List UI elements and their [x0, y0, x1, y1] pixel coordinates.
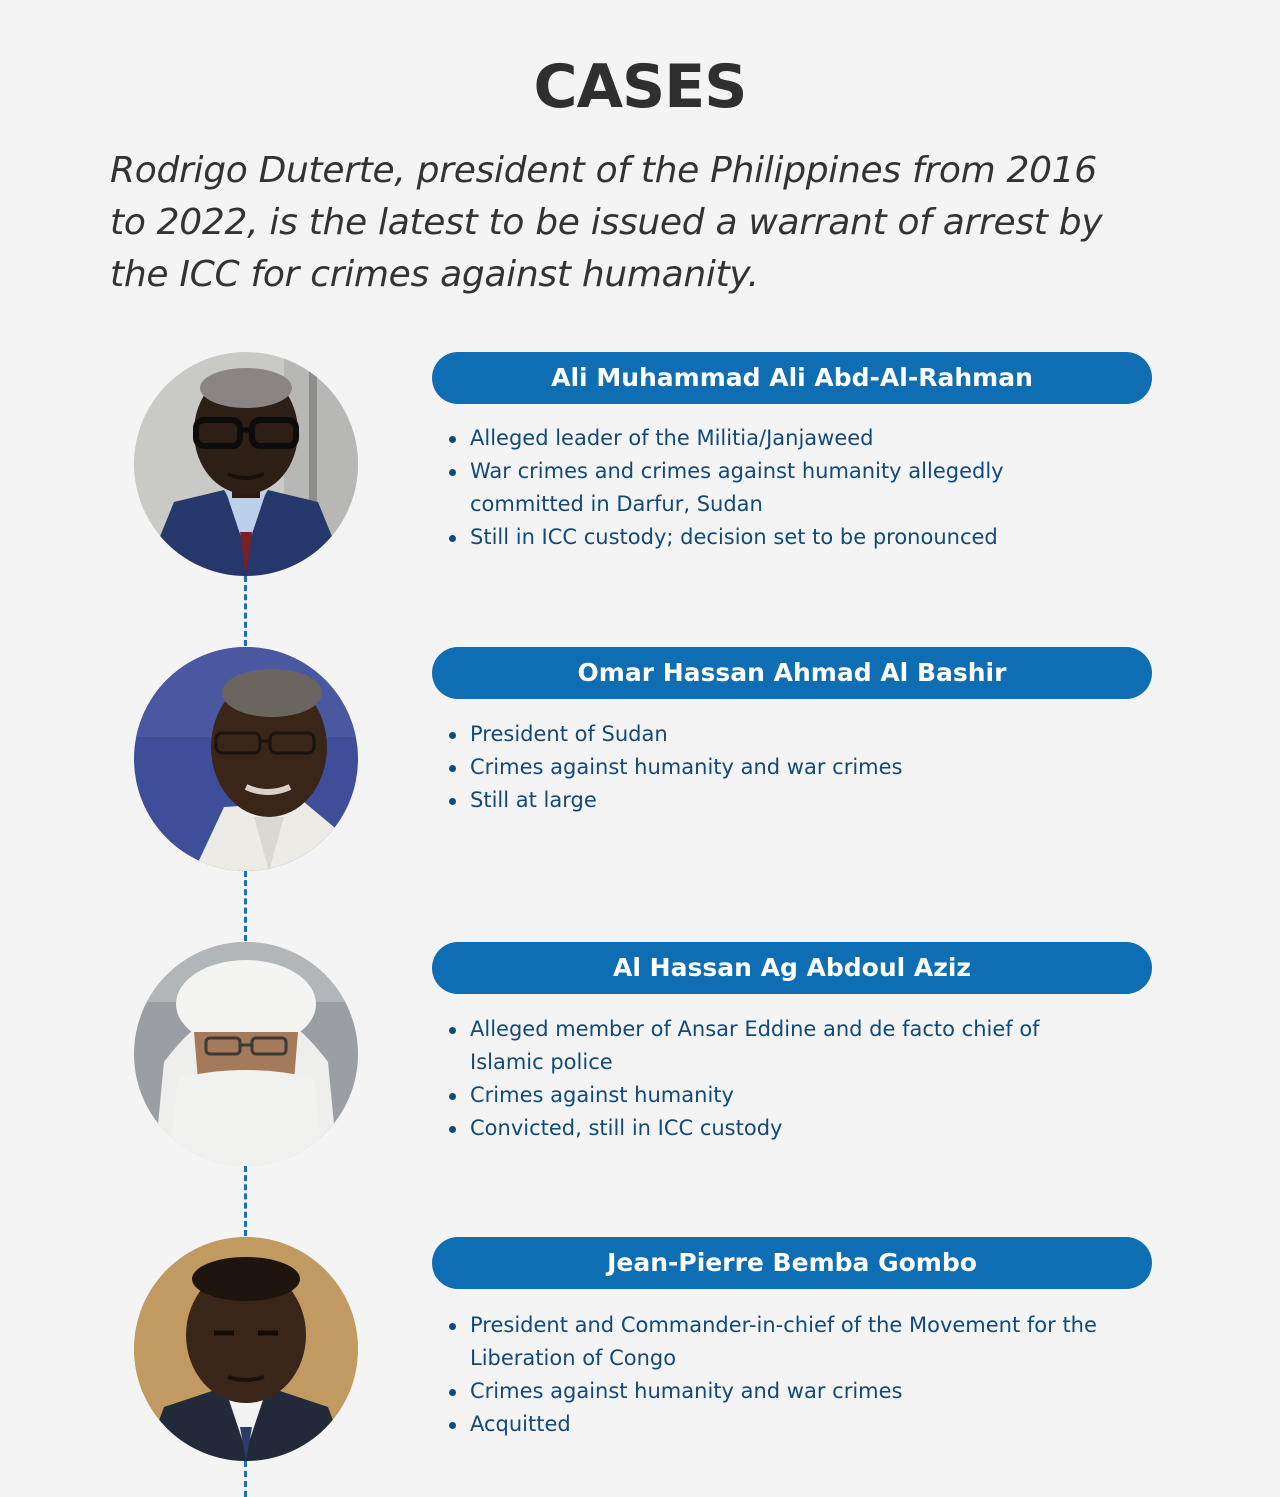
case-name-label: Jean-Pierre Bemba Gombo	[432, 1237, 1152, 1289]
list-item: Crimes against humanity and war crimes	[448, 751, 1168, 784]
intro-line: Rodrigo Duterte, president of the Philippines from 2016	[110, 150, 1097, 191]
timeline-connector	[244, 1461, 247, 1497]
list-item: President of Sudan	[448, 718, 1168, 751]
timeline-connector	[244, 576, 247, 646]
list-item: Alleged member of Ansar Eddine and de facto chief of Islamic police	[448, 1013, 1070, 1079]
list-item: Crimes against humanity and war crimes	[448, 1375, 1168, 1408]
list-item: Alleged leader of the Militia/Janjaweed	[448, 422, 1168, 455]
case-details-list	[448, 718, 1168, 817]
timeline-connector	[244, 871, 247, 941]
intro-text	[110, 145, 1180, 301]
list-item: Still at large	[448, 784, 1168, 817]
portrait-photo	[134, 352, 358, 576]
case-name-label: Al Hassan Ag Abdoul Aziz	[432, 942, 1152, 994]
list-item: Crimes against humanity	[448, 1079, 1168, 1112]
case-details-list	[448, 422, 1168, 554]
portrait-photo	[134, 942, 358, 1166]
list-item: Acquitted	[448, 1408, 1168, 1441]
timeline-connector	[244, 1166, 247, 1236]
list-item: Convicted, still in ICC custody	[448, 1112, 1168, 1145]
portrait-photo	[134, 1237, 358, 1461]
intro-line: to 2022, is the latest to be issued a warrant of arrest by	[110, 202, 1103, 243]
page-title: CASES	[533, 52, 747, 122]
list-item: Still in ICC custody; decision set to be pronounced	[448, 521, 1168, 554]
list-item: War crimes and crimes against humanity allegedly committed in Darfur, Sudan	[448, 455, 1060, 521]
portrait-photo	[134, 647, 358, 871]
case-name-label: Omar Hassan Ahmad Al Bashir	[432, 647, 1152, 699]
intro-line: the ICC for crimes against humanity.	[110, 254, 759, 295]
case-details-list	[448, 1013, 1168, 1145]
list-item: President and Commander-in-chief of the Movement for the Liberation of Congo	[448, 1309, 1170, 1375]
case-name-label: Ali Muhammad Ali Abd-Al-Rahman	[432, 352, 1152, 404]
case-details-list	[448, 1309, 1168, 1441]
